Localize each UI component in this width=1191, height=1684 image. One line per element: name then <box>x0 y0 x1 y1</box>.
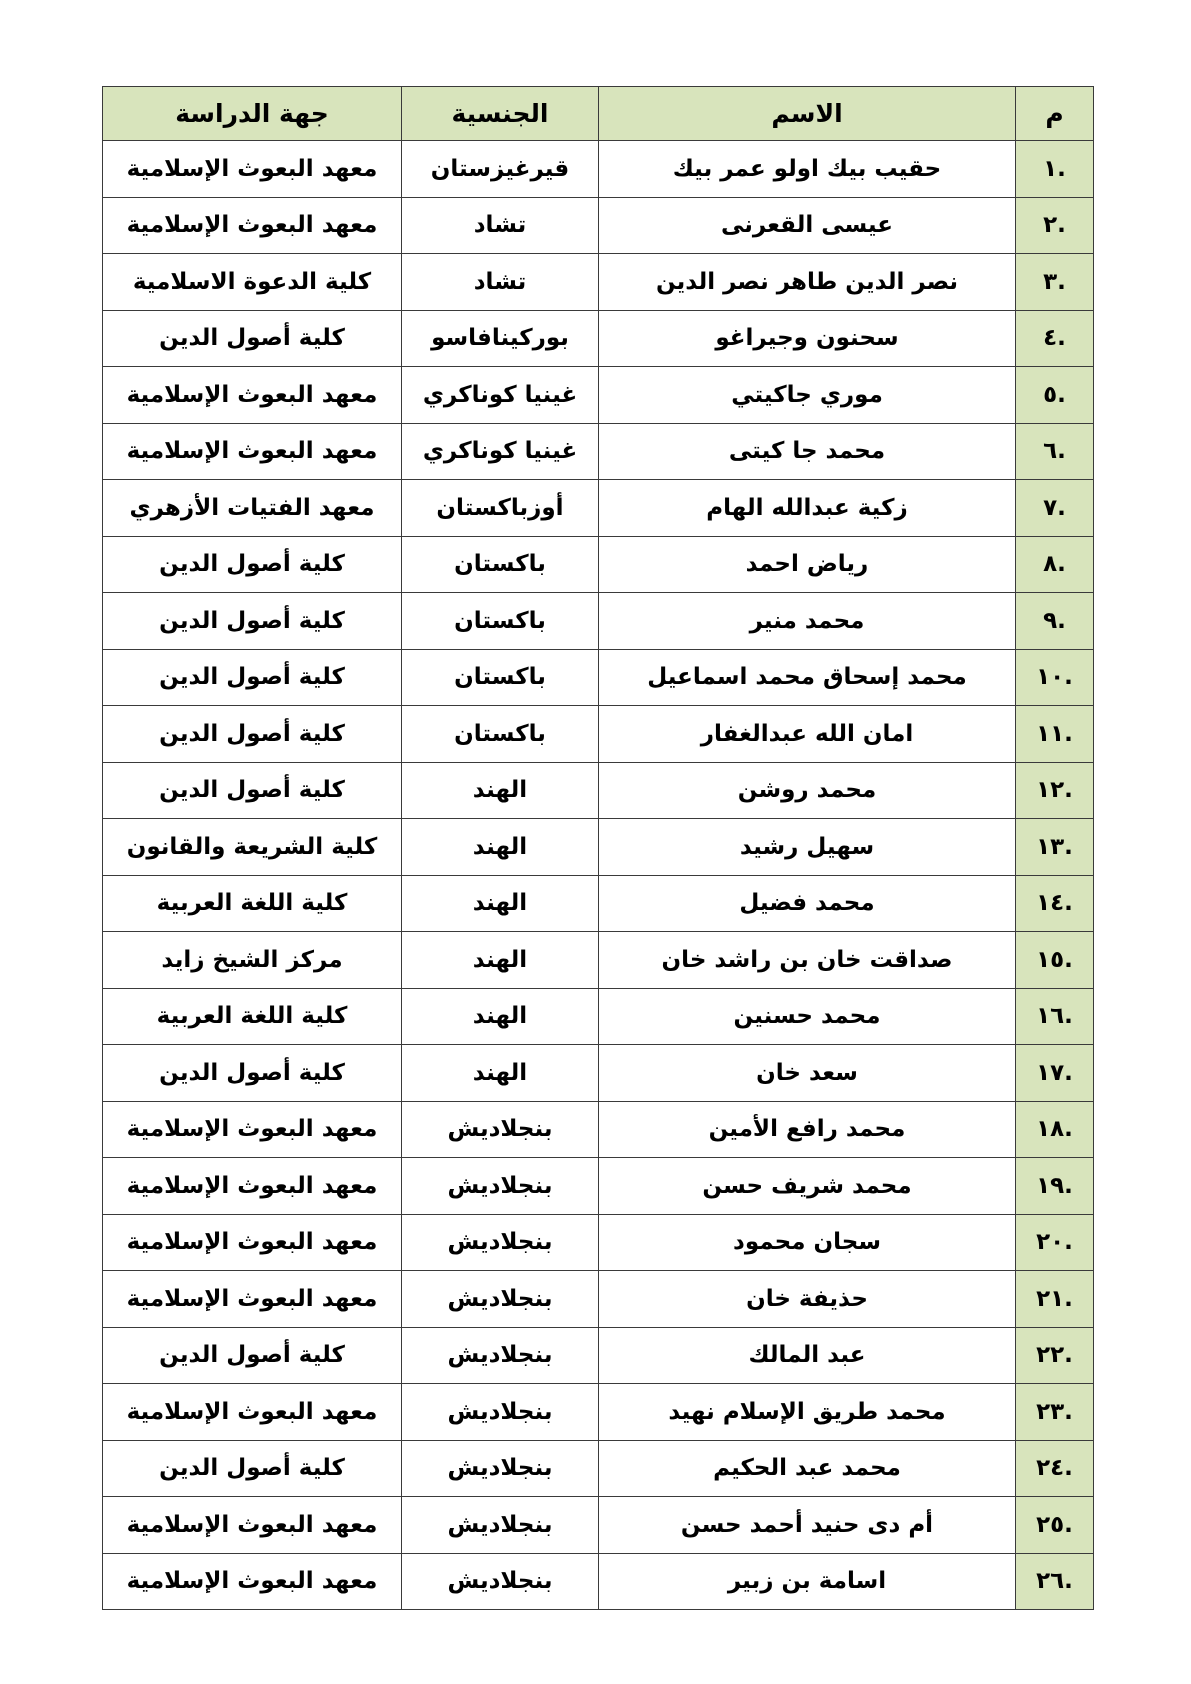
student-name: سعد خان <box>599 1045 1016 1102</box>
table-row <box>103 141 1094 198</box>
table-row <box>103 1327 1094 1384</box>
study-place: كلية اللغة العربية <box>103 988 402 1045</box>
student-name: سجان محمود <box>599 1214 1016 1271</box>
table-row <box>103 1214 1094 1271</box>
row-number: .٢٤ <box>1016 1440 1094 1497</box>
row-number: .١ <box>1016 141 1094 198</box>
table-row <box>103 932 1094 989</box>
student-name: حذيفة خان <box>599 1271 1016 1328</box>
row-number: .٤ <box>1016 310 1094 367</box>
table-row <box>103 310 1094 367</box>
study-place: معهد البعوث الإسلامية <box>103 1271 402 1328</box>
student-name: محمد فضيل <box>599 875 1016 932</box>
student-name: محمد شريف حسن <box>599 1158 1016 1215</box>
table-row <box>103 1158 1094 1215</box>
row-number: .١٥ <box>1016 932 1094 989</box>
student-nationality: بنجلاديش <box>402 1158 599 1215</box>
table-row <box>103 536 1094 593</box>
student-nationality: أوزباكستان <box>402 480 599 537</box>
study-place: كلية أصول الدين <box>103 706 402 763</box>
row-number: .١٦ <box>1016 988 1094 1045</box>
column-header-nationality: الجنسية <box>402 87 599 141</box>
student-name: صداقت خان بن راشد خان <box>599 932 1016 989</box>
study-place: معهد البعوث الإسلامية <box>103 141 402 198</box>
student-name: سحنون وجيراغو <box>599 310 1016 367</box>
student-nationality: باكستان <box>402 536 599 593</box>
student-name: حقيب بيك اولو عمر بيك <box>599 141 1016 198</box>
table-row <box>103 1045 1094 1102</box>
study-place: معهد البعوث الإسلامية <box>103 1214 402 1271</box>
table-row <box>103 988 1094 1045</box>
student-nationality: غينيا كوناكري <box>402 367 599 424</box>
table-row <box>103 367 1094 424</box>
student-nationality: الهند <box>402 762 599 819</box>
study-place: معهد البعوث الإسلامية <box>103 1101 402 1158</box>
row-number: .٦ <box>1016 423 1094 480</box>
row-number: .٢٢ <box>1016 1327 1094 1384</box>
table-row <box>103 1440 1094 1497</box>
student-name: امان الله عبدالغفار <box>599 706 1016 763</box>
student-name: محمد روشن <box>599 762 1016 819</box>
student-nationality: بنجلاديش <box>402 1384 599 1441</box>
table-row <box>103 1497 1094 1554</box>
student-nationality: بنجلاديش <box>402 1497 599 1554</box>
study-place: كلية أصول الدين <box>103 310 402 367</box>
column-header-name: الاسم <box>599 87 1016 141</box>
study-place: كلية الشريعة والقانون <box>103 819 402 876</box>
student-nationality: الهند <box>402 932 599 989</box>
student-name: عبد المالك <box>599 1327 1016 1384</box>
study-place: كلية أصول الدين <box>103 1045 402 1102</box>
table-row <box>103 762 1094 819</box>
row-number: .١١ <box>1016 706 1094 763</box>
student-name: محمد جا كيتى <box>599 423 1016 480</box>
study-place: كلية أصول الدين <box>103 593 402 650</box>
student-name: أم دى حنيد أحمد حسن <box>599 1497 1016 1554</box>
student-nationality: بنجلاديش <box>402 1440 599 1497</box>
column-header-number: م <box>1016 87 1094 141</box>
student-name: محمد منير <box>599 593 1016 650</box>
row-number: .٣ <box>1016 254 1094 311</box>
row-number: .١٨ <box>1016 1101 1094 1158</box>
study-place: كلية اللغة العربية <box>103 875 402 932</box>
study-place: معهد البعوث الإسلامية <box>103 197 402 254</box>
students-table-container <box>103 86 1094 1610</box>
row-number: .١٧ <box>1016 1045 1094 1102</box>
row-number: .١٩ <box>1016 1158 1094 1215</box>
row-number: .١٤ <box>1016 875 1094 932</box>
student-nationality: الهند <box>402 819 599 876</box>
row-number: .١٣ <box>1016 819 1094 876</box>
student-nationality: بنجلاديش <box>402 1327 599 1384</box>
table-body <box>103 141 1094 1610</box>
student-nationality: تشاد <box>402 254 599 311</box>
student-nationality: الهند <box>402 988 599 1045</box>
table-row <box>103 423 1094 480</box>
row-number: .٢٦ <box>1016 1553 1094 1610</box>
study-place: معهد البعوث الإسلامية <box>103 367 402 424</box>
student-nationality: بوركينافاسو <box>402 310 599 367</box>
study-place: معهد البعوث الإسلامية <box>103 1497 402 1554</box>
table-row <box>103 1553 1094 1610</box>
student-name: سهيل رشيد <box>599 819 1016 876</box>
row-number: .٢٥ <box>1016 1497 1094 1554</box>
row-number: .٢١ <box>1016 1271 1094 1328</box>
column-header-study: جهة الدراسة <box>103 87 402 141</box>
student-nationality: الهند <box>402 1045 599 1102</box>
study-place: كلية أصول الدين <box>103 649 402 706</box>
study-place: كلية أصول الدين <box>103 1327 402 1384</box>
table-header-row <box>103 87 1094 141</box>
student-nationality: بنجلاديش <box>402 1271 599 1328</box>
table-row <box>103 1101 1094 1158</box>
student-name: اسامة بن زبير <box>599 1553 1016 1610</box>
student-nationality: غينيا كوناكري <box>402 423 599 480</box>
table-row <box>103 197 1094 254</box>
table-row <box>103 875 1094 932</box>
student-nationality: باكستان <box>402 649 599 706</box>
student-name: محمد طريق الإسلام نهيد <box>599 1384 1016 1441</box>
student-name: محمد إسحاق محمد اسماعيل <box>599 649 1016 706</box>
student-nationality: الهند <box>402 875 599 932</box>
student-name: رياض احمد <box>599 536 1016 593</box>
student-name: محمد حسنين <box>599 988 1016 1045</box>
student-nationality: تشاد <box>402 197 599 254</box>
row-number: .٥ <box>1016 367 1094 424</box>
student-nationality: باكستان <box>402 706 599 763</box>
row-number: .١٢ <box>1016 762 1094 819</box>
study-place: معهد البعوث الإسلامية <box>103 1384 402 1441</box>
row-number: .١٠ <box>1016 649 1094 706</box>
study-place: معهد البعوث الإسلامية <box>103 1553 402 1610</box>
study-place: كلية أصول الدين <box>103 762 402 819</box>
study-place: كلية الدعوة الاسلامية <box>103 254 402 311</box>
student-name: موري جاكيتي <box>599 367 1016 424</box>
student-nationality: بنجلاديش <box>402 1214 599 1271</box>
student-name: زكية عبدالله الهام <box>599 480 1016 537</box>
table-row <box>103 593 1094 650</box>
study-place: مركز الشيخ زايد <box>103 932 402 989</box>
student-nationality: باكستان <box>402 593 599 650</box>
row-number: .٢٠ <box>1016 1214 1094 1271</box>
student-name: محمد عبد الحكيم <box>599 1440 1016 1497</box>
row-number: .٩ <box>1016 593 1094 650</box>
study-place: معهد البعوث الإسلامية <box>103 1158 402 1215</box>
table-row <box>103 480 1094 537</box>
student-nationality: قيرغيزستان <box>402 141 599 198</box>
table-row <box>103 1271 1094 1328</box>
student-nationality: بنجلاديش <box>402 1553 599 1610</box>
student-name: نصر الدين طاهر نصر الدين <box>599 254 1016 311</box>
table-row <box>103 819 1094 876</box>
row-number: .٢ <box>1016 197 1094 254</box>
students-table <box>102 86 1094 1610</box>
student-name: عيسى القعرنى <box>599 197 1016 254</box>
student-nationality: بنجلاديش <box>402 1101 599 1158</box>
row-number: .٨ <box>1016 536 1094 593</box>
study-place: معهد البعوث الإسلامية <box>103 423 402 480</box>
table-row <box>103 254 1094 311</box>
study-place: كلية أصول الدين <box>103 1440 402 1497</box>
table-row <box>103 706 1094 763</box>
row-number: .٧ <box>1016 480 1094 537</box>
student-name: محمد رافع الأمين <box>599 1101 1016 1158</box>
table-row <box>103 649 1094 706</box>
table-row <box>103 1384 1094 1441</box>
study-place: معهد الفتيات الأزهري <box>103 480 402 537</box>
study-place: كلية أصول الدين <box>103 536 402 593</box>
row-number: .٢٣ <box>1016 1384 1094 1441</box>
